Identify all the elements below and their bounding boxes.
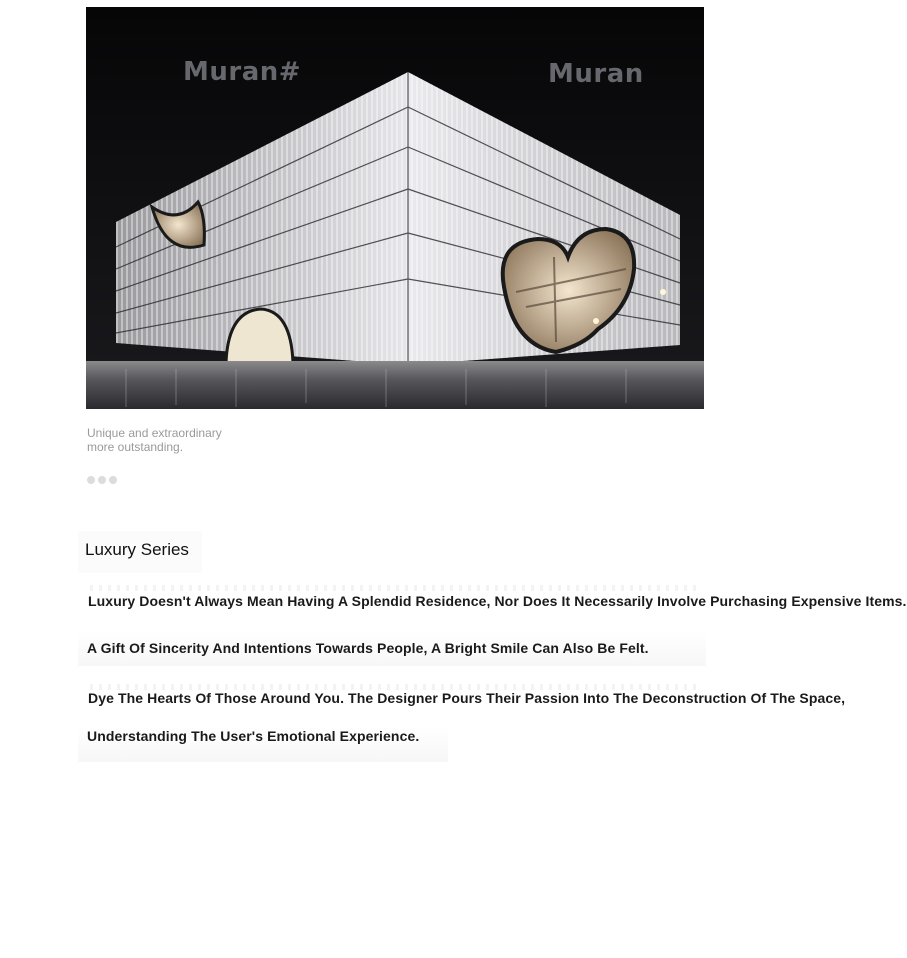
carousel-dot[interactable] [87, 476, 95, 484]
section-line-4: Understanding The User's Emotional Experience. [78, 726, 448, 762]
caption-line-1: Unique and extraordinary [87, 426, 222, 440]
decorative-divider [90, 585, 700, 591]
image-caption [87, 426, 222, 454]
section-title: Luxury Series [78, 531, 202, 573]
hero-image [86, 7, 704, 409]
watermark-right: Muran [548, 59, 644, 89]
section-line-3: Dye The Hearts Of Those Around You. The Designer Pours Their Passion Into The Deconstruction Of The Space, [88, 690, 846, 706]
carousel-dot[interactable] [98, 476, 106, 484]
carousel-dots [87, 476, 117, 484]
carousel-dot[interactable] [109, 476, 117, 484]
watermark-left: Muran# [183, 57, 302, 87]
section-line-1: Luxury Doesn't Always Mean Having A Splendid Residence, Nor Does It Necessarily Involve Purchasing Expensive Items. [88, 593, 907, 609]
section-line-2: A Gift Of Sincerity And Intentions Towards People, A Bright Smile Can Also Be Felt. [78, 630, 706, 666]
caption-line-2: more outstanding. [87, 440, 184, 454]
